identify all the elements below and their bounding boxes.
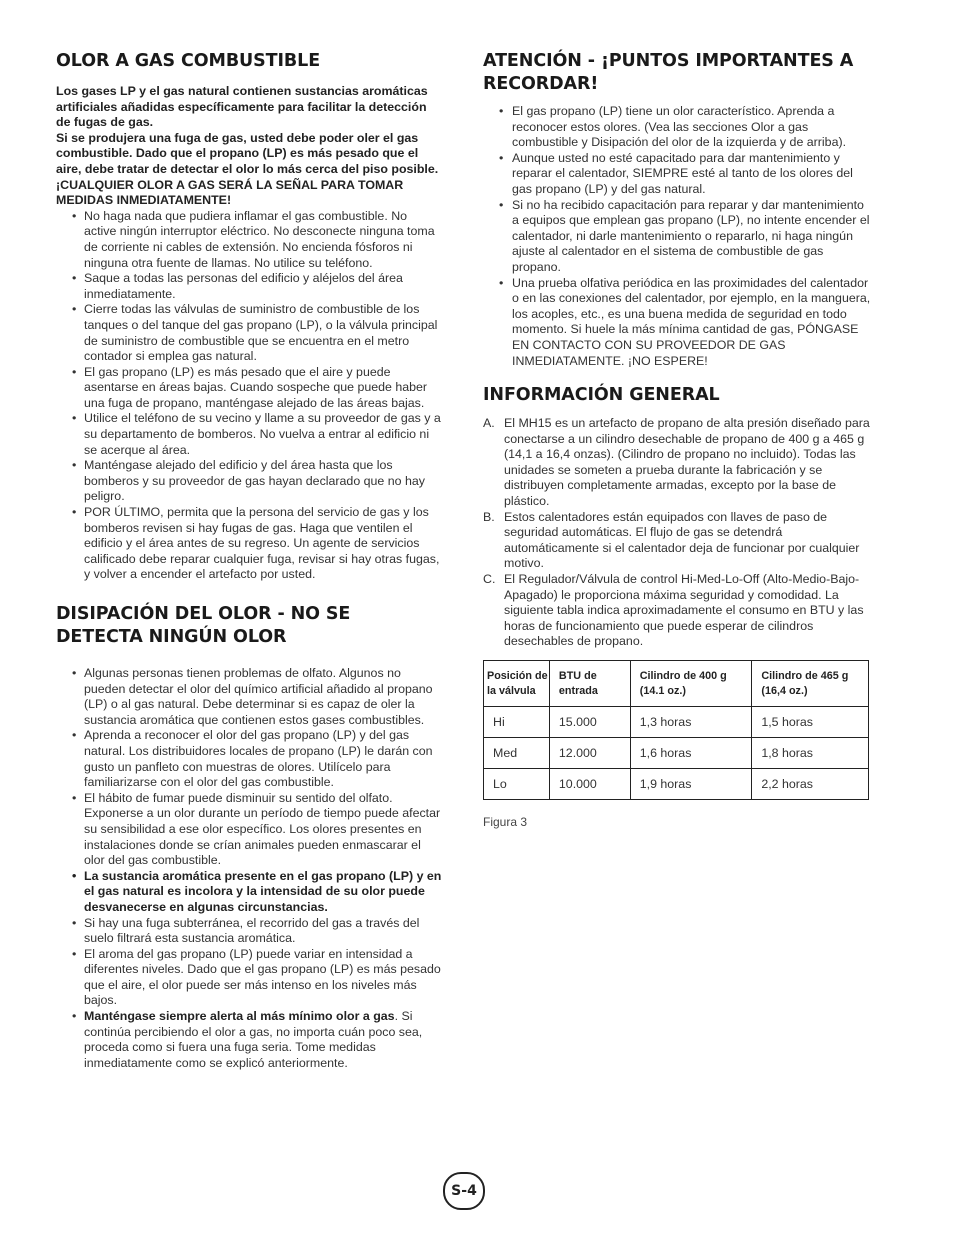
table-cell: 15.000 [549,707,630,738]
column-header-valve-position: Posición de la válvula [484,661,550,707]
table-cell: Lo [484,769,550,800]
list-item-text: El MH15 es un artefacto de propano de alta presión diseñado para conectarse a un cilindro desechable de propano de 400 g a 465 g (14,1 a 16,4 onzas). (Cilindro de propano no incluido). Todas las unidades se someten a prueba durante la fabricación y se distribuyen completamente armadas, excepto por la base de plástico. [504,416,870,509]
list-marker: B. [483,509,495,524]
list-item [56,1009,442,1071]
list-item: • El gas propano (LP) es más pesado que el aire y puede asentarse en áreas bajas. Cuando sospeche que puede haber una fuga de propano, manténgase alejado de las áreas bajas. [56,365,442,412]
list-item-text: El Regulador/Válvula de control Hi-Med-Lo-Off (Alto-Medio-Bajo-Apagado) le proporciona máxima seguridad y comodidad. La siguiente tabla indica aproximadamente el consumo en BTU y las horas de funcionamiento que puede esperar de cilindros desechables de propano. [504,572,864,649]
list-item [483,510,871,572]
list-item: • Manténgase alejado del edificio y del área hasta que los bomberos y su proveedor de gas hayan declarado que no hay peligro. [56,458,442,505]
atencion-bullet-list [483,104,871,369]
list-item: • El gas propano (LP) tiene un olor característico. Aprenda a reconocer estos olores. (Vea las secciones Olor a gas combustible y Disipación del olor de la izquierda y de arriba). [483,104,871,151]
btu-consumption-table [483,660,869,800]
section-title-disipacion: DISIPACIÓN DEL OLOR - NO SE DETECTA NINGÚN OLOR [56,604,351,647]
list-item: • Aunque usted no esté capacitado para dar mantenimiento y reparar el calentador, SIEMPRE esté al tanto de los olores del gas propano (LP) y del gas natural. [483,151,871,198]
table-row [484,769,869,800]
table-header-row [484,661,869,707]
disipacion-bullet-list [56,666,442,1071]
list-item: • Utilice el teléfono de su vecino y llame a su proveedor de gas y a su departamento de bomberos. No vuelva a entrar al edificio ni se acerque al área. [56,411,442,458]
table-cell: 10.000 [549,769,630,800]
list-item: • Una prueba olfativa periódica en las proximidades del calentador o en las conexiones del calentador, por ejemplo, en la manguera, los acoples, etc., es una buena medida de seguridad en todo momento. Si huele la más mínima cantidad de gas, PÓNGASE EN CONTACTO CON SU PROVEEDOR DE GAS INMEDIATAMENTE. ¡NO ESPERE! [483,276,871,370]
table-cell: 1,9 horas [630,769,752,800]
list-item: • Si hay una fuga subterránea, el recorrido del gas a través del suelo filtrará esta sustancia aromática. [56,916,442,947]
section-title-olor-gas: OLOR A GAS COMBUSTIBLE [56,51,321,71]
list-marker: C. [483,572,496,587]
table-cell: 1,6 horas [630,738,752,769]
column-header-cylinder-400g: Cilindro de 400 g (14.1 oz.) [630,661,752,707]
table-cell: 1,3 horas [630,707,752,738]
intro-paragraph-2: Si se produjera una fuga de gas, usted debe poder oler el gas combustible. Dado que el propano (LP) es más pesado que el aire, debe tratar de detectar el olor lo más cerca del piso posible. ¡CUALQUIER OLOR A GAS SERÁ LA SEÑAL PARA TOMAR MEDIDAS INMEDIATAMENTE! [56,130,439,208]
list-item: • Si no ha recibido capacitación para reparar y dar mantenimiento a equipos que emplean gas propano (LP), no intente encender el calentador, ni darle mantenimiento o repararlo, ni haga ningún ajuste al calentador en el sistema de combustible de gas propano. [483,198,871,276]
informacion-general-list [483,416,871,650]
list-item: • La sustancia aromática presente en el gas propano (LP) y en el gas natural es incolora y la intensidad de su olor puede desvanecerse en algunas circunstancias. [56,869,442,916]
list-item-text: Estos calentadores están equipados con llaves de paso de seguridad automáticas. El flujo de gas se detendrá automáticamente si el calentador deja de funcionar por cualquier motivo. [504,509,860,571]
olor-gas-bullet-list [56,209,442,583]
list-item [483,572,871,650]
section-title-informacion-general: INFORMACIÓN GENERAL [483,385,720,406]
table-cell: Med [484,738,550,769]
table-row [484,707,869,738]
alert-bold-text: Manténgase siempre alerta al más mínimo olor a gas [84,1009,395,1024]
list-item: • Algunas personas tienen problemas de olfato. Algunos no pueden detectar el olor del químico artificial añadido al propano (LP) o al gas natural. Debe determinar si es capaz de oler la sustancia aromática que contienen estos gases combustibles. [56,666,442,728]
figure-caption: Figura 3 [483,815,528,829]
list-item: • Cierre todas las válvulas de suministro de combustible de los tanques o del tanque del gas propano (LP), o la válvula principal de suministro de combustible que se encuentra en el metro contador si emplea gas natural. [56,302,442,364]
table-cell: 1,5 horas [752,707,869,738]
list-item [483,416,871,510]
list-marker: A. [483,416,495,431]
alert-rest-text: . Si continúa percibiendo el olor a gas, no importa cuán poco sea, proceda como si fuera una fuga seria. Tome medidas inmediatamente como se explicó anteriormente. [84,1009,423,1070]
intro-paragraph-1: Los gases LP y el gas natural contienen sustancias aromáticas artificiales añadidas específicamente para facilitar la detección de fugas de gas. [56,84,428,130]
table-cell: 1,8 horas [752,738,869,769]
right-column [483,50,871,829]
page-number-badge: S-4 [443,1172,485,1210]
list-item: • POR ÚLTIMO, permita que la persona del servicio de gas y los bomberos revisen si hay fugas de gas. Haga que ventilen el edificio y el área antes de su regreso. Un agente de servicios calificado debe reparar cualquier fuga, revisar si hay otras fugas, y volver a encender el artefacto por usted. [56,505,442,583]
list-item: • Saque a todas las personas del edificio y aléjelos del área inmediatamente. [56,271,442,302]
list-item: • El hábito de fumar puede disminuir su sentido del olfato. Exponerse a un olor durante un período de tiempo puede afectar su sensibilidad a ese olor específico. Los olores presentes en instalaciones donde se crían animales pueden enmascarar el olor del gas combustible. [56,791,442,869]
column-header-btu: BTU de entrada [549,661,630,707]
section-title-atencion: ATENCIÓN - ¡PUNTOS IMPORTANTES A RECORDAR! [483,51,854,94]
table-cell: 12.000 [549,738,630,769]
table-cell: Hi [484,707,550,738]
table-row [484,738,869,769]
list-item: • Aprenda a reconocer el olor del gas propano (LP) y del gas natural. Los distribuidores locales de propano (LP) le darán con gusto un panfleto con muestras de olores. Utilícelo para familiarizarse con el olor del gas combustible. [56,728,442,790]
column-header-cylinder-465g: Cilindro de 465 g (16,4 oz.) [752,661,869,707]
list-item: • No haga nada que pudiera inflamar el gas combustible. No active ningún interruptor eléctrico. No desconecte ninguna toma de corriente ni cables de extensión. No encienda fósforos ni ninguna otra fuente de llamas. No utilice su teléfono. [56,209,442,271]
table-cell: 2,2 horas [752,769,869,800]
list-item: • El aroma del gas propano (LP) puede variar en intensidad a diferentes niveles. Dado que el gas propano (LP) es más pesado que el aire, el olor puede ser más intenso en los niveles más bajos. [56,947,442,1009]
left-column [56,50,442,1071]
